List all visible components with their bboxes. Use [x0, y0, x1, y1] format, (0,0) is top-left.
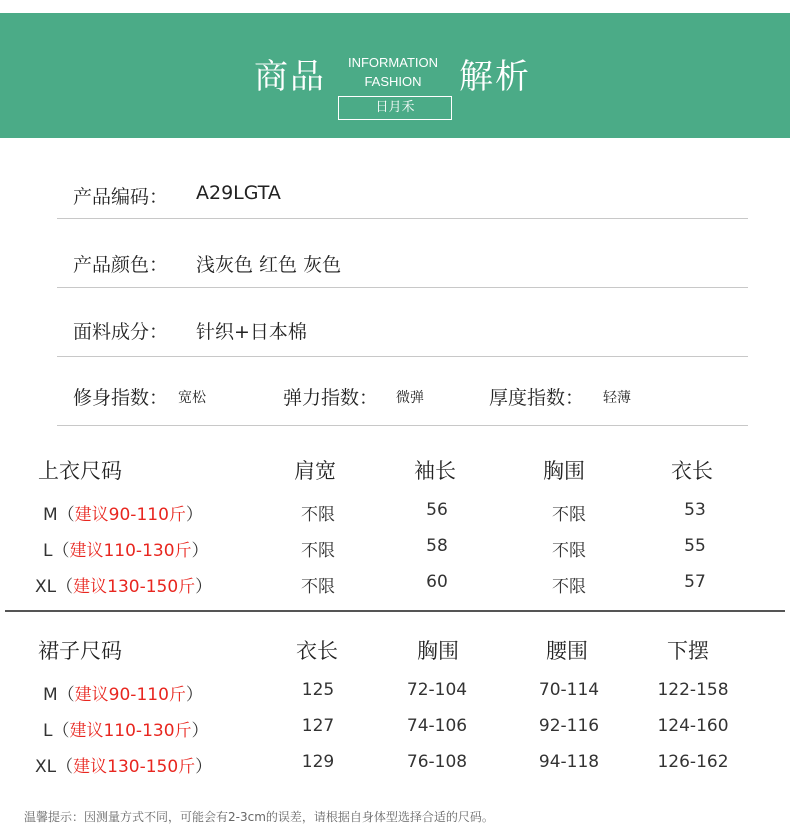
size-label: M（建议90-110斤）: [43, 685, 203, 705]
attr-label: 产品编码：: [73, 186, 169, 208]
index-value-thickness: 轻薄: [603, 390, 631, 406]
table-cell: 129: [301, 752, 335, 772]
size-label: L（建议110-130斤）: [43, 541, 209, 561]
attr-value: 浅灰色 红色 灰色: [196, 254, 342, 276]
table-header: 裙子尺码: [38, 639, 122, 663]
table-header: 下摆: [667, 639, 709, 663]
table-header: 腰围: [546, 639, 588, 663]
table-cell: 不限: [301, 577, 335, 597]
banner-subtitle-line2: FASHION: [364, 74, 422, 89]
table-cell: 72-104: [406, 680, 468, 700]
separator: [57, 425, 748, 426]
index-label-fit: 修身指数：: [73, 387, 169, 409]
separator: [57, 356, 748, 357]
banner-subtitle-line1: INFORMATION: [347, 55, 439, 70]
size-label: M（建议90-110斤）: [43, 505, 203, 525]
table-header: 衣长: [671, 459, 713, 483]
index-value-stretch: 微弹: [396, 390, 424, 406]
banner-title-right: 解析: [459, 57, 531, 97]
table-cell: 55: [684, 536, 706, 556]
table-cell: 53: [684, 500, 706, 520]
table-cell: 94-118: [538, 752, 600, 772]
size-label: XL（建议130-150斤）: [35, 757, 213, 777]
table-header: 肩宽: [294, 459, 336, 483]
attr-label: 产品颜色：: [73, 254, 169, 276]
attr-value: A29LGTA: [196, 182, 281, 204]
table-cell: 125: [301, 680, 335, 700]
index-value-fit: 宽松: [178, 390, 206, 406]
table-cell: 124-160: [657, 716, 729, 736]
table-cell: 122-158: [657, 680, 729, 700]
index-label-stretch: 弹力指数：: [283, 387, 379, 409]
section-divider: [5, 610, 785, 612]
table-cell: 126-162: [657, 752, 729, 772]
table-cell: 127: [301, 716, 335, 736]
banner-title-left: 商品: [254, 57, 326, 97]
banner-subtitle: [338, 53, 448, 91]
separator: [57, 287, 748, 288]
table-cell: 不限: [552, 505, 586, 525]
index-label-thickness: 厚度指数：: [489, 387, 585, 409]
header-banner: [0, 13, 790, 138]
size-label: L（建议110-130斤）: [43, 721, 209, 741]
table-cell: 不限: [552, 541, 586, 561]
attr-label: 面料成分：: [73, 321, 169, 343]
table-cell: 56: [426, 500, 448, 520]
table-cell: 58: [426, 536, 448, 556]
separator: [57, 218, 748, 219]
table-cell: 不限: [301, 505, 335, 525]
table-cell: 不限: [552, 577, 586, 597]
table-header: 上衣尺码: [38, 459, 122, 483]
attr-value: 针织+日本棉: [196, 321, 307, 343]
table-header: 胸围: [543, 459, 585, 483]
footnote: 温馨提示：因测量方式不同，可能会有2-3cm的误差，请根据自身体型选择合适的尺码。: [24, 810, 494, 824]
table-cell: 57: [684, 572, 706, 592]
table-cell: 60: [426, 572, 448, 592]
table-cell: 76-108: [406, 752, 468, 772]
brand-label: 日月禾: [338, 96, 452, 120]
table-cell: 74-106: [406, 716, 468, 736]
table-header: 袖长: [414, 459, 456, 483]
size-label: XL（建议130-150斤）: [35, 577, 213, 597]
table-header: 衣长: [296, 639, 338, 663]
table-header: 胸围: [417, 639, 459, 663]
table-cell: 不限: [301, 541, 335, 561]
table-cell: 70-114: [538, 680, 600, 700]
table-cell: 92-116: [538, 716, 600, 736]
